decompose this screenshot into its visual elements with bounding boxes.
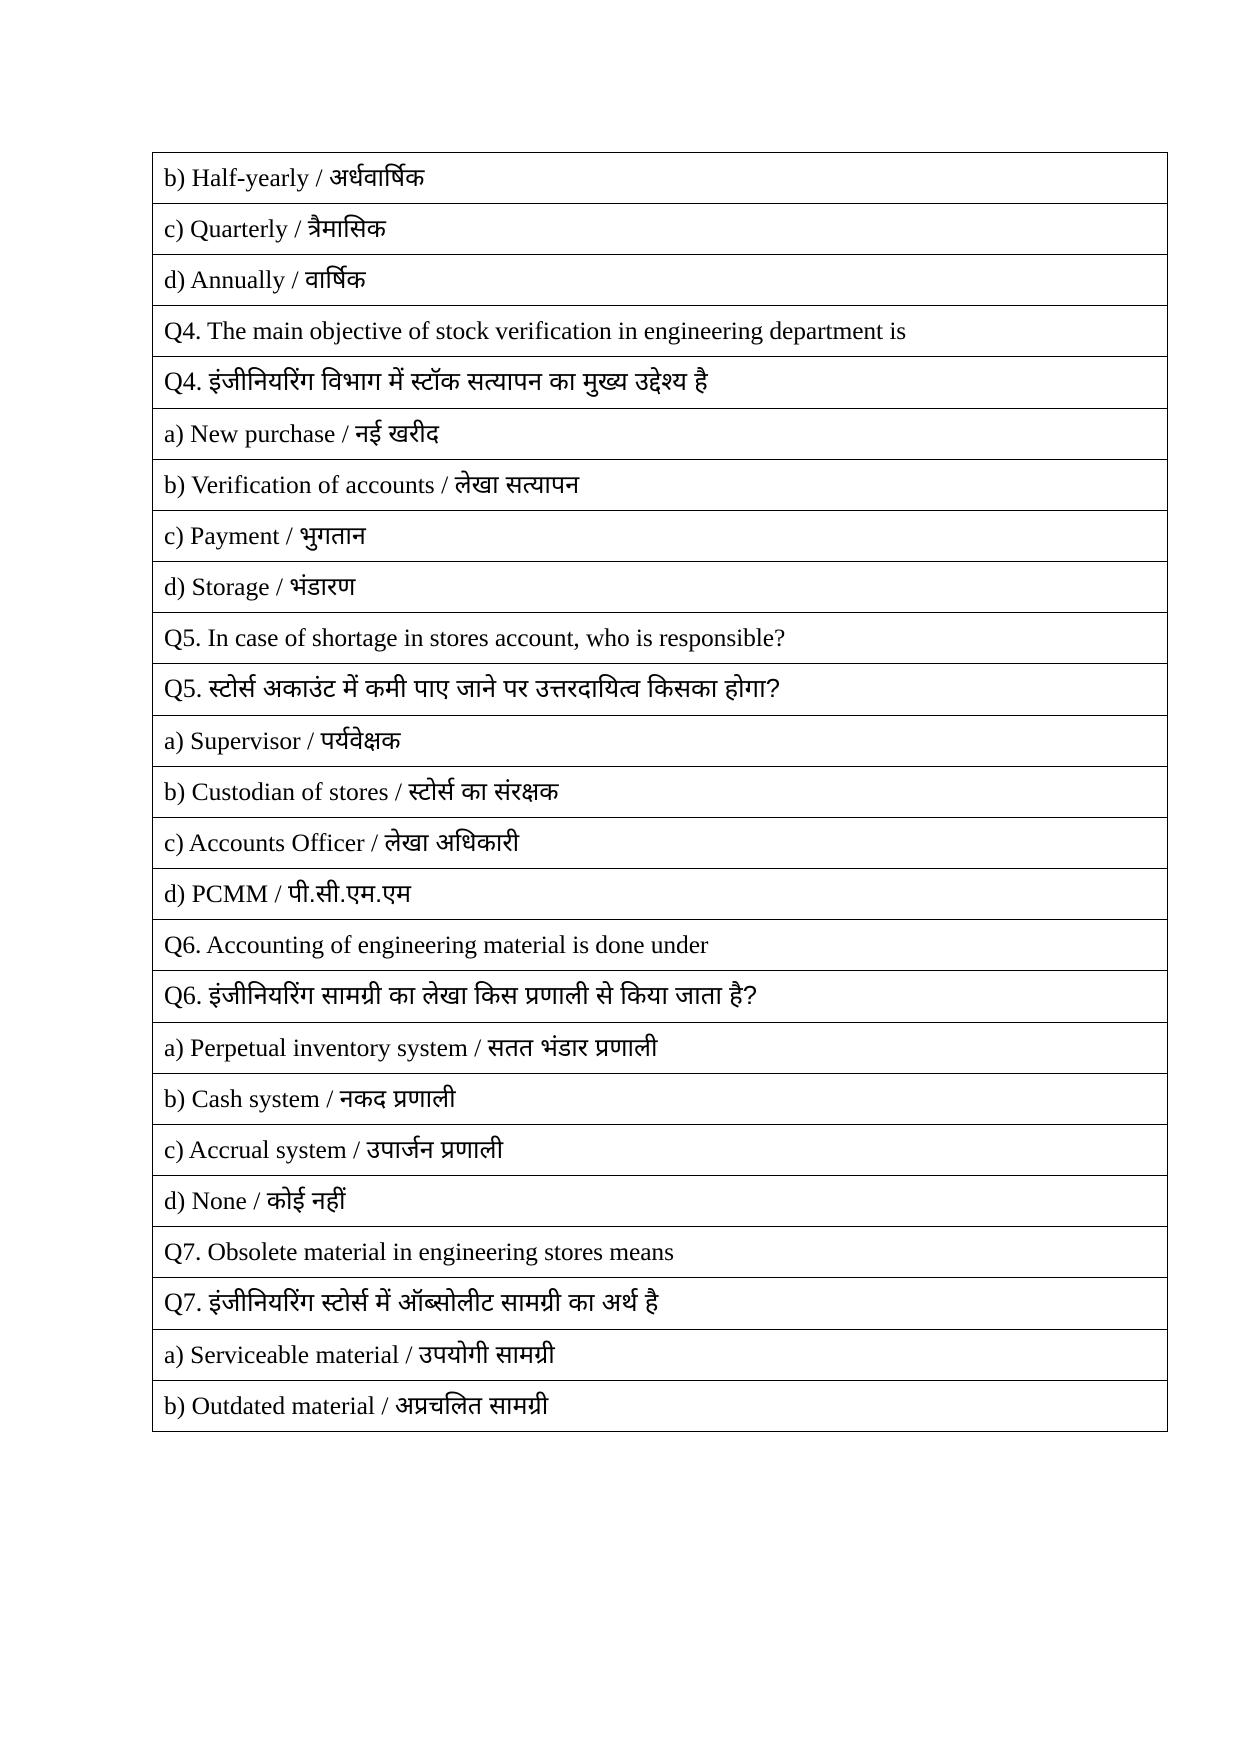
cell-text-devanagari: भुगतान [299, 521, 366, 550]
cell-text-devanagari: इंजीनियरिंग सामग्री का लेखा किस प्रणाली से किया जाता है? [208, 982, 757, 1011]
table-row [153, 1176, 1168, 1227]
table-row [153, 767, 1168, 818]
cell-text-latin: c) Payment / [164, 520, 300, 550]
table-row [153, 716, 1168, 767]
cell-text-latin: d) Storage / [164, 571, 290, 601]
cell-text-latin: b) Cash system / [164, 1083, 340, 1113]
cell-text-devanagari: स्टोर्स का संरक्षक [408, 777, 559, 806]
cell-text-devanagari: पर्यवेक्षक [320, 726, 401, 755]
table-row [153, 357, 1168, 409]
cell-text-devanagari: कोई नहीं [266, 1186, 346, 1215]
cell-text: Q5. In case of shortage in stores account, who is responsible? [164, 622, 786, 652]
table-row [153, 1381, 1168, 1432]
cell-text-devanagari: उपयोगी सामग्री [418, 1340, 555, 1369]
cell-text-latin: b) Half-yearly / [164, 162, 329, 192]
question-cell [153, 971, 1168, 1023]
option-cell [153, 204, 1168, 255]
option-cell [153, 1381, 1168, 1432]
option-cell [153, 255, 1168, 306]
option-cell [153, 818, 1168, 869]
table-row [153, 153, 1168, 204]
question-table-body [153, 153, 1168, 1432]
option-cell [153, 562, 1168, 613]
cell-text-latin: b) Custodian of stores / [164, 776, 409, 806]
cell-text-devanagari: इंजीनियरिंग विभाग में स्टॉक सत्यापन का मुख्य उद्देश्य है [208, 368, 708, 397]
question-table [152, 152, 1168, 1432]
cell-text-devanagari: भंडारण [289, 572, 356, 601]
cell-text-devanagari: अप्रचलित सामग्री [394, 1391, 549, 1420]
question-cell [153, 920, 1168, 971]
question-cell [153, 664, 1168, 716]
cell-text-latin: a) Perpetual inventory system / [164, 1032, 488, 1062]
table-row [153, 1227, 1168, 1278]
cell-text-latin: c) Accounts Officer / [164, 827, 385, 857]
option-cell [153, 1330, 1168, 1381]
option-cell [153, 869, 1168, 920]
cell-text-latin: Q4. [164, 367, 209, 397]
cell-text-latin: d) PCMM / [164, 878, 288, 908]
table-row [153, 409, 1168, 460]
table-row [153, 1278, 1168, 1330]
table-row [153, 255, 1168, 306]
cell-text-latin: c) Accrual system / [164, 1134, 367, 1164]
cell-text: Q6. Accounting of engineering material is done under [164, 929, 709, 959]
option-cell [153, 460, 1168, 511]
cell-text-devanagari: इंजीनियरिंग स्टोर्स में ऑब्सोलीट सामग्री का अर्थ है [208, 1289, 659, 1318]
cell-text-devanagari: त्रैमासिक [307, 214, 386, 243]
option-cell [153, 153, 1168, 204]
cell-text-latin: d) Annually / [164, 264, 305, 294]
question-cell [153, 613, 1168, 664]
table-row [153, 460, 1168, 511]
cell-text-latin: Q6. [164, 981, 209, 1011]
option-cell [153, 511, 1168, 562]
table-row [153, 306, 1168, 357]
cell-text-devanagari: नई खरीद [355, 419, 440, 448]
table-row [153, 1023, 1168, 1074]
cell-text-latin: Q5. [164, 674, 209, 704]
cell-text-devanagari: सतत भंडार प्रणाली [487, 1033, 658, 1062]
table-row [153, 1125, 1168, 1176]
cell-text-devanagari: अर्धवार्षिक [328, 163, 425, 192]
cell-text-devanagari: वार्षिक [304, 265, 366, 294]
option-cell [153, 1074, 1168, 1125]
table-row [153, 1074, 1168, 1125]
table-row [153, 613, 1168, 664]
option-cell [153, 1125, 1168, 1176]
cell-text-latin: Q7. [164, 1288, 209, 1318]
cell-text-latin: b) Outdated material / [164, 1390, 395, 1420]
table-row [153, 204, 1168, 255]
cell-text-latin: a) Supervisor / [164, 725, 321, 755]
option-cell [153, 767, 1168, 818]
table-row [153, 818, 1168, 869]
cell-text-latin: c) Quarterly / [164, 213, 308, 243]
cell-text-devanagari: लेखा अधिकारी [384, 828, 520, 857]
cell-text-devanagari: उपार्जन प्रणाली [366, 1135, 504, 1164]
cell-text: Q4. The main objective of stock verification in engineering department is [164, 315, 907, 345]
cell-text-devanagari: लेखा सत्यापन [454, 470, 580, 499]
cell-text: Q7. Obsolete material in engineering stores means [164, 1236, 674, 1266]
cell-text-latin: b) Verification of accounts / [164, 469, 455, 499]
cell-text-devanagari: स्टोर्स अकाउंट में कमी पाए जाने पर उत्तरदायित्व किसका होगा? [208, 675, 780, 704]
question-cell [153, 1227, 1168, 1278]
table-row [153, 511, 1168, 562]
cell-text-devanagari: नकद प्रणाली [339, 1084, 456, 1113]
table-row [153, 562, 1168, 613]
cell-text-latin: a) Serviceable material / [164, 1339, 419, 1369]
cell-text-latin: d) None / [164, 1185, 267, 1215]
option-cell [153, 1023, 1168, 1074]
cell-text-latin: a) New purchase / [164, 418, 356, 448]
table-row [153, 920, 1168, 971]
cell-text-devanagari: पी.सी.एम.एम [288, 879, 411, 908]
table-row [153, 971, 1168, 1023]
table-row [153, 1330, 1168, 1381]
option-cell [153, 1176, 1168, 1227]
question-cell [153, 306, 1168, 357]
question-cell [153, 357, 1168, 409]
option-cell [153, 716, 1168, 767]
table-row [153, 664, 1168, 716]
table-row [153, 869, 1168, 920]
option-cell [153, 409, 1168, 460]
question-cell [153, 1278, 1168, 1330]
